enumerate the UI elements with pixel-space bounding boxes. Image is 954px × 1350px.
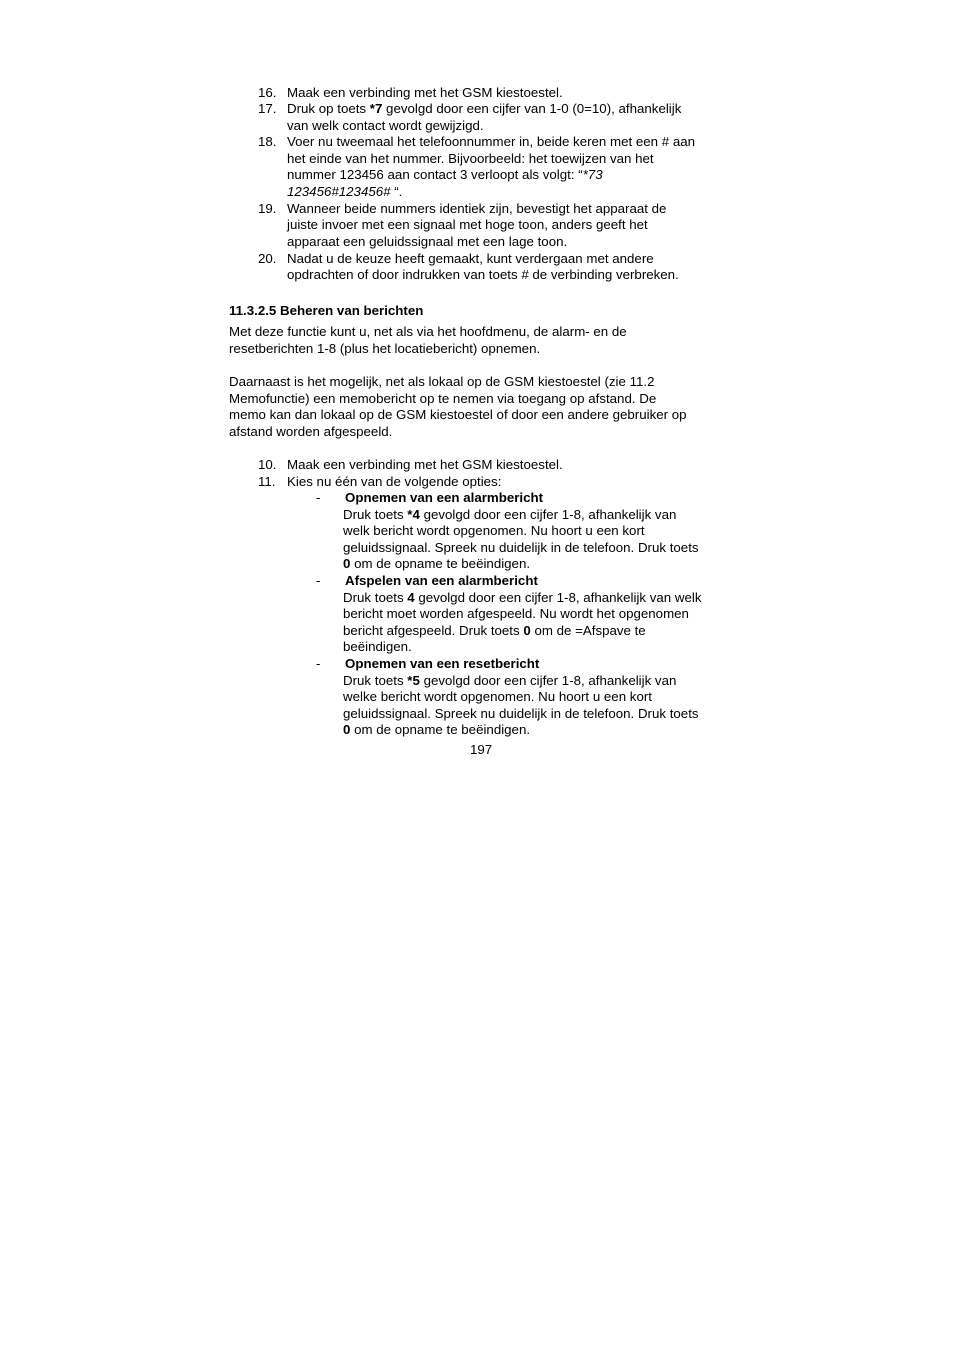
option-title: Afspelen van een alarmbericht — [345, 573, 538, 588]
list-item-text: opdrachten of door indrukken van toets # de verbinding verbreken. — [287, 267, 679, 282]
option-text — [343, 590, 702, 606]
text-run: Druk toets — [343, 590, 408, 605]
page-number: 197 — [470, 742, 493, 757]
list-item-text: Maak een verbinding met het GSM kiestoestel. — [287, 457, 563, 472]
text-run: om de opname te beëindigen. — [350, 722, 531, 737]
list-number: 18. — [258, 134, 277, 149]
paragraph-line: afstand worden afgespeeld. — [229, 424, 393, 439]
text-run: bericht afgespeeld. Druk toets — [343, 623, 524, 638]
list-item-text: Wanneer beide nummers identiek zijn, bevestigt het apparaat de — [287, 201, 667, 216]
list-item-text — [287, 167, 603, 183]
list-item-text: Maak een verbinding met het GSM kiestoestel. — [287, 85, 563, 100]
list-item-text: juiste invoer met een signaal met hoge toon, anders geeft het — [287, 217, 648, 232]
list-item-text — [287, 134, 695, 150]
italic-example: 123456#123456# — [287, 184, 391, 199]
list-number: 16. — [258, 85, 277, 100]
list-number: 20. — [258, 251, 277, 266]
text-run: gevolgd door een cijfer 1-8, afhankelijk van — [419, 673, 677, 688]
list-number: 17. — [258, 101, 277, 116]
bold-key: *5 — [407, 673, 420, 688]
option-text — [343, 606, 689, 622]
option-text — [343, 673, 676, 689]
dash-bullet: - — [316, 656, 321, 671]
option-text — [343, 556, 530, 572]
option-title: Opnemen van een resetbericht — [345, 656, 540, 671]
text-run: Druk toets — [343, 507, 408, 522]
option-text — [343, 639, 412, 655]
option-text — [343, 523, 645, 539]
bold-key: 0 — [523, 623, 531, 638]
list-item-text: Nadat u de keuze heeft gemaakt, kunt verdergaan met andere — [287, 251, 654, 266]
option-text — [343, 706, 699, 722]
text-run: om de =Afspave te — [530, 623, 646, 638]
text-run: Voer nu tweemaal het telefoonnummer in, beide keren met een # aan — [287, 134, 696, 149]
paragraph-line: resetberichten 1-8 (plus het locatiebericht) opnemen. — [229, 341, 541, 356]
dash-bullet: - — [316, 490, 321, 505]
text-run: gevolgd door een cijfer 1-8, afhankelijk van — [419, 507, 677, 522]
section-heading: 11.3.2.5 Beheren van berichten — [229, 303, 424, 318]
list-item-text: apparaat een geluidssignaal met een lage toon. — [287, 234, 568, 249]
option-title: Opnemen van een alarmbericht — [345, 490, 544, 505]
list-number: 19. — [258, 201, 277, 216]
bold-key: 0 — [343, 722, 351, 737]
option-text — [343, 623, 646, 639]
text-run: welk bericht wordt opgenomen. Nu hoort u een kort — [343, 523, 645, 538]
list-number: 10. — [258, 457, 277, 472]
text-run: het einde van het nummer. Bijvoorbeeld: het toewijzen van het — [287, 151, 654, 166]
paragraph-line: Daarnaast is het mogelijk, net als lokaal op de GSM kiestoestel (zie 11.2 — [229, 374, 655, 389]
option-text — [343, 540, 699, 556]
option-text — [343, 689, 652, 705]
dash-bullet: - — [316, 573, 321, 588]
option-text — [343, 722, 530, 738]
bold-key: *7 — [369, 101, 383, 116]
text-run: bericht moet worden afgespeeld. Nu wordt het opgenomen — [343, 606, 689, 621]
bold-key: 4 — [407, 590, 415, 605]
text-run: geluidssignaal. Spreek nu duidelijk in de telefoon. Druk toets — [343, 706, 699, 721]
list-item-text — [287, 101, 681, 117]
text-run: welke bericht wordt opgenomen. Nu hoort u een kort — [343, 689, 652, 704]
paragraph-line: memo kan dan lokaal op de GSM kiestoestel of door een andere gebruiker op — [229, 407, 687, 422]
text-run: Druk toets — [343, 673, 408, 688]
text-run: “. — [390, 184, 403, 199]
paragraph-line: Met deze functie kunt u, net als via het hoofdmenu, de alarm- en de — [229, 324, 627, 339]
text-run: om de opname te beëindigen. — [350, 556, 531, 571]
text-run: gevolgd door een cijfer 1-8, afhankelijk van welk — [414, 590, 702, 605]
bold-key: 0 — [343, 556, 351, 571]
bold-key: *4 — [407, 507, 420, 522]
text-run: Druk op toets — [287, 101, 370, 116]
italic-example: *73 — [582, 167, 603, 182]
text-run: beëindigen. — [343, 639, 412, 654]
option-text — [343, 507, 676, 523]
list-item-text — [287, 118, 484, 134]
text-run: geluidssignaal. Spreek nu duidelijk in de telefoon. Druk toets — [343, 540, 699, 555]
list-item-text — [287, 151, 654, 167]
text-run: van welk contact wordt gewijzigd. — [287, 118, 484, 133]
text-run: nummer 123456 aan contact 3 verloopt als volgt: “ — [287, 167, 583, 182]
paragraph-line: Memofunctie) een memobericht op te nemen via toegang op afstand. De — [229, 391, 657, 406]
list-number: 11. — [258, 474, 276, 489]
list-item-text — [287, 184, 402, 200]
list-item-text: Kies nu één van de volgende opties: — [287, 474, 502, 489]
text-run: gevolgd door een cijfer van 1-0 (0=10), afhankelijk — [382, 101, 682, 116]
